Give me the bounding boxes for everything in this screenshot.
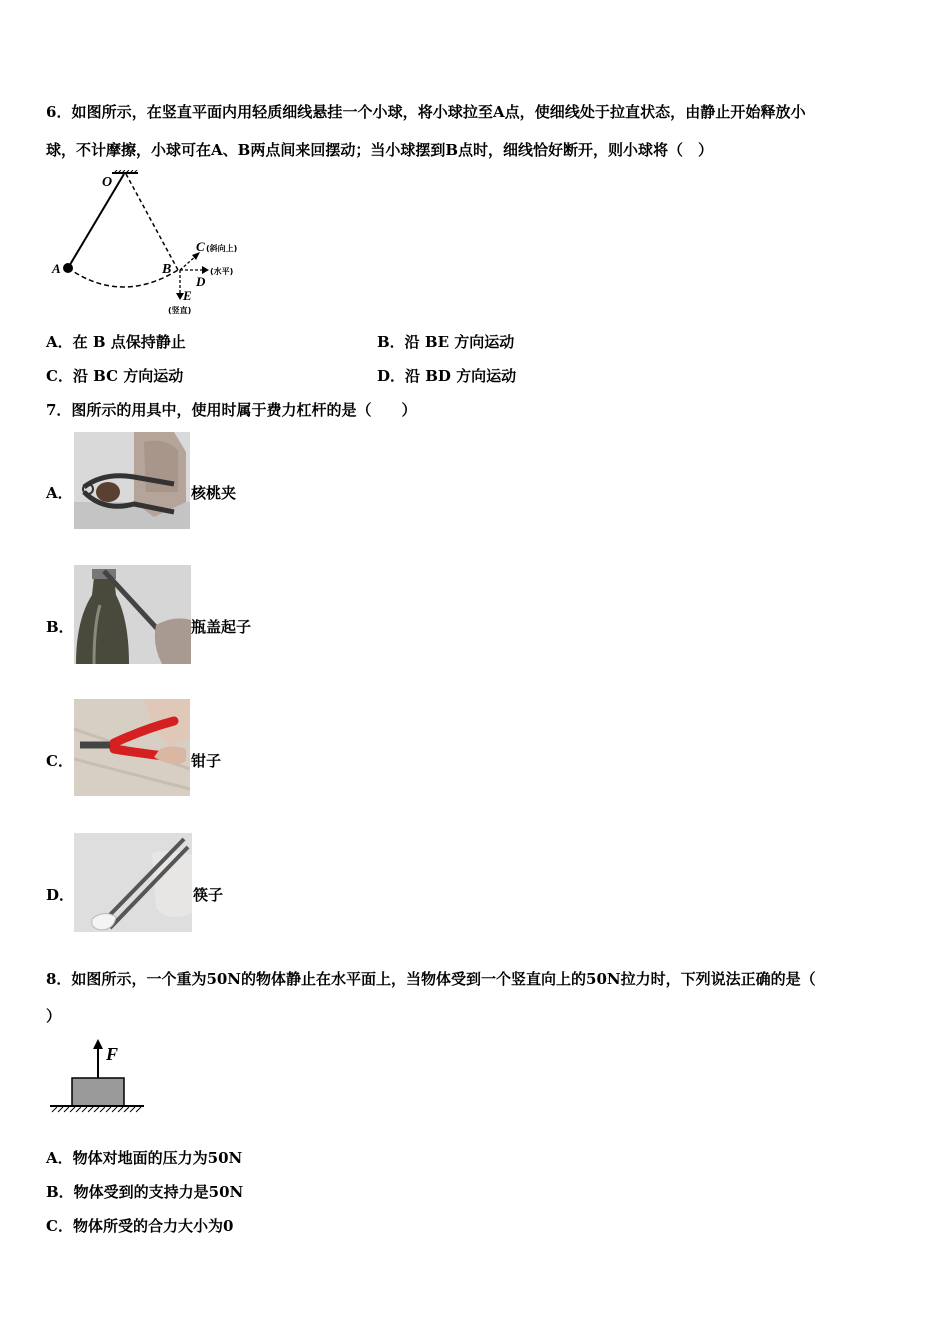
q8-option-b[interactable]: B．物体受到的支持力是50N xyxy=(46,1183,244,1201)
q7-option-c-label[interactable]: 钳子 xyxy=(191,752,222,770)
q7-option-b-letter[interactable]: B． xyxy=(46,618,74,636)
label-D-note: (水平) xyxy=(210,267,234,276)
label-E: E xyxy=(183,288,192,303)
block xyxy=(72,1078,124,1106)
chopsticks-photo xyxy=(74,833,192,932)
q6-stem-line1: 6．如图所示，在竖直平面内用轻质细线悬挂一个小球，将小球拉至A点，使细线处于拉直状态，由静止开始释放小 xyxy=(46,103,806,121)
bottle-opener-photo xyxy=(74,565,191,664)
q7-option-a-label[interactable]: 核桃夹 xyxy=(191,484,237,502)
label-B: B xyxy=(162,262,172,277)
q8-stem-line1: 8．如图所示，一个重为50N的物体静止在水平面上，当物体受到一个竖直向上的50N拉力时，下列说法正确的是（ xyxy=(46,970,816,988)
q6-pendulum-figure xyxy=(46,170,246,318)
force-label: F xyxy=(106,1044,119,1064)
q6-stem-line2: 球，不计摩擦，小球可在A、B两点间来回摆动；当小球摆到B点时，细线恰好断开，则小球将（ ） xyxy=(46,141,713,159)
q6-option-a[interactable]: A．在 B 点保持静止 xyxy=(46,333,186,351)
label-O: O xyxy=(102,175,113,190)
q8-option-c[interactable]: C．物体所受的合力大小为0 xyxy=(46,1217,234,1235)
q7-option-a-letter[interactable]: A． xyxy=(46,484,73,502)
q6-option-d[interactable]: D．沿 BD 方向运动 xyxy=(377,367,517,385)
label-D: D xyxy=(196,274,206,289)
q6-option-c[interactable]: C．沿 BC 方向运动 xyxy=(46,367,184,385)
q7-option-d-label[interactable]: 筷子 xyxy=(193,886,224,904)
q7-stem: 7．图所示的用具中，使用时属于费力杠杆的是（ ） xyxy=(46,401,417,419)
ball xyxy=(63,263,73,273)
q8-option-a[interactable]: A．物体对地面的压力为50N xyxy=(46,1149,243,1167)
label-E-note: (竖直) xyxy=(168,306,192,315)
q7-option-d-letter[interactable]: D． xyxy=(46,886,75,904)
q7-option-b-label[interactable]: 瓶盖起子 xyxy=(191,618,252,636)
q7-option-c-letter[interactable]: C． xyxy=(46,752,73,770)
pliers-photo xyxy=(74,699,190,796)
q8-block-figure xyxy=(48,1036,148,1118)
label-A: A xyxy=(52,261,61,276)
walnut-cracker-photo xyxy=(74,432,190,529)
label-C-note: (斜向上) xyxy=(206,244,238,253)
q6-option-b[interactable]: B．沿 BE 方向运动 xyxy=(377,333,515,351)
q8-stem-line2: ） xyxy=(46,1007,62,1025)
label-C: C xyxy=(196,239,205,254)
